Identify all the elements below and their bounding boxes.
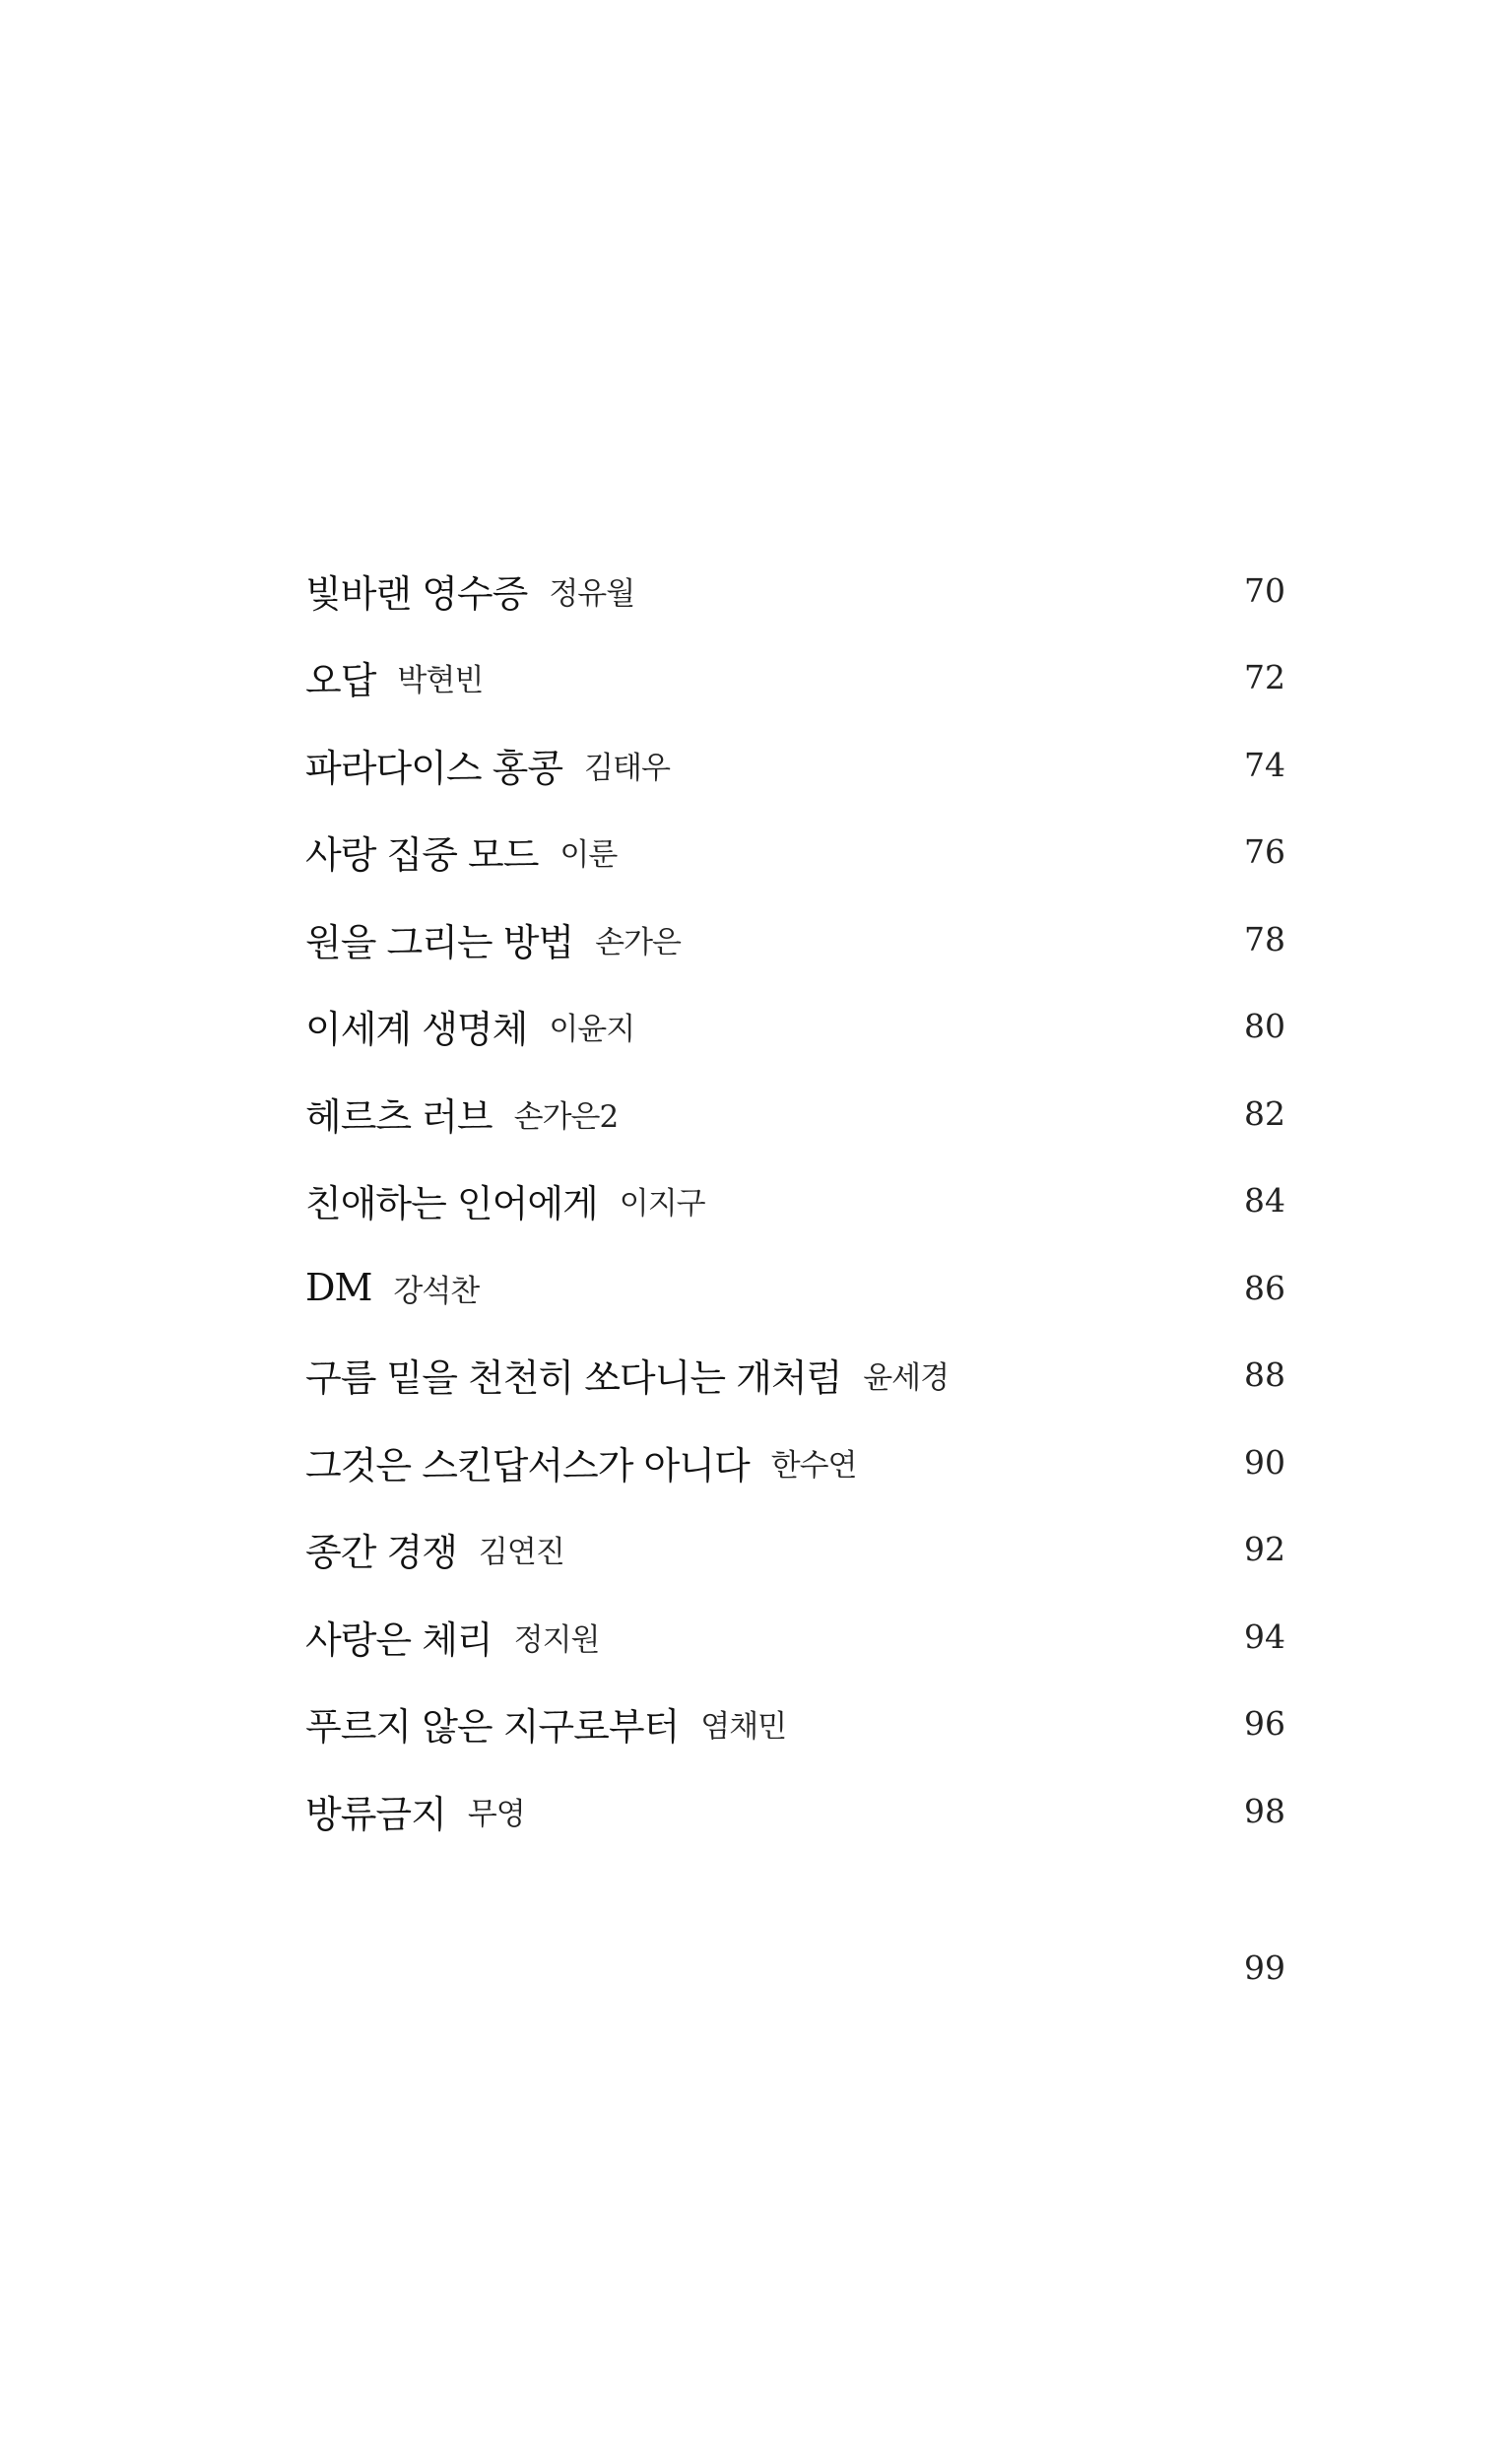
toc-entry-title: 헤르츠 러브 (305, 1094, 493, 1139)
toc-entry-title: 방류금지 (305, 1792, 446, 1836)
toc-entry-author: 염채민 (700, 1709, 787, 1746)
toc-entry-title: DM (305, 1266, 372, 1310)
toc-entry (305, 1681, 1285, 1768)
toc-entry-author: 박현빈 (397, 663, 484, 699)
toc-entry-page: 92 (1244, 1530, 1285, 1569)
toc-entry-title: 그것은 스킨답서스가 아니다 (305, 1443, 750, 1487)
toc-entry-author: 김연진 (478, 1535, 564, 1571)
toc-entry-page: 96 (1244, 1704, 1285, 1744)
toc-entry-title: 종간 경쟁 (305, 1531, 457, 1575)
toc-entry (305, 1244, 1285, 1332)
toc-entry-page: 74 (1244, 745, 1285, 784)
toc-entry-author: 무영 (467, 1796, 525, 1832)
toc-entry-title: 사랑은 체리 (305, 1618, 493, 1662)
toc-entry-author: 이룬 (559, 837, 618, 874)
toc-entry (305, 1070, 1285, 1157)
toc-entry-title: 푸르지 않은 지구로부터 (305, 1705, 680, 1750)
toc-entry-author: 이윤지 (549, 1012, 635, 1048)
toc-entry-page: 78 (1244, 919, 1285, 958)
toc-entry-author: 김태우 (584, 750, 670, 786)
toc-entry-author: 윤세경 (863, 1360, 950, 1397)
toc-entry-page: 98 (1244, 1791, 1285, 1830)
toc-entry-title: 원을 그리는 방법 (305, 920, 574, 964)
toc-entry-title: 파라다이스 홍콩 (305, 746, 563, 790)
toc-entry-page: 90 (1244, 1442, 1285, 1482)
toc-entry-author: 이지구 (619, 1186, 705, 1222)
toc-entry (305, 721, 1285, 809)
toc-entry (305, 1593, 1285, 1681)
toc-entry-page: 82 (1244, 1093, 1285, 1133)
toc-entry-page: 86 (1244, 1268, 1285, 1307)
toc-entry (305, 1506, 1285, 1594)
toc-entry (305, 809, 1285, 896)
toc-entry (305, 634, 1285, 722)
toc-entry (305, 895, 1285, 983)
toc-entry-page: 88 (1244, 1355, 1285, 1395)
toc-entry-title: 이세계 생명체 (305, 1008, 528, 1052)
toc-entry-page: 80 (1244, 1007, 1285, 1046)
toc-entry (305, 1157, 1285, 1245)
toc-entry-author: 강석찬 (393, 1273, 480, 1309)
toc-entry-title: 오답 (305, 659, 376, 703)
toc-entry-page: 72 (1244, 658, 1285, 697)
toc-entry-page: 70 (1244, 570, 1285, 610)
toc-entry-title: 친애하는 인어에게 (305, 1182, 598, 1226)
toc-entry-author: 정지원 (513, 1621, 600, 1658)
page-number: 99 (1244, 1948, 1285, 1987)
toc-entry (305, 983, 1285, 1071)
toc-entry-author: 한수연 (770, 1447, 857, 1484)
toc-entry (305, 547, 1285, 634)
toc-entry-page: 94 (1244, 1617, 1285, 1656)
toc-entry (305, 1419, 1285, 1506)
toc-entry-author: 정유월 (549, 575, 635, 612)
toc-entry (305, 1332, 1285, 1420)
toc-entry-title: 구름 밑을 천천히 쏘다니는 개처럼 (305, 1356, 842, 1401)
toc-entry (305, 1767, 1285, 1855)
toc-entry-title: 빛바랜 영수증 (305, 571, 528, 616)
toc-entry-author: 손가은2 (513, 1098, 619, 1135)
toc-entry-title: 사랑 집중 모드 (305, 833, 539, 878)
toc-entry-author: 손가은 (595, 924, 681, 960)
toc-entry-page: 76 (1244, 832, 1285, 872)
toc-entry-page: 84 (1244, 1181, 1285, 1221)
table-of-contents (305, 547, 1285, 1855)
